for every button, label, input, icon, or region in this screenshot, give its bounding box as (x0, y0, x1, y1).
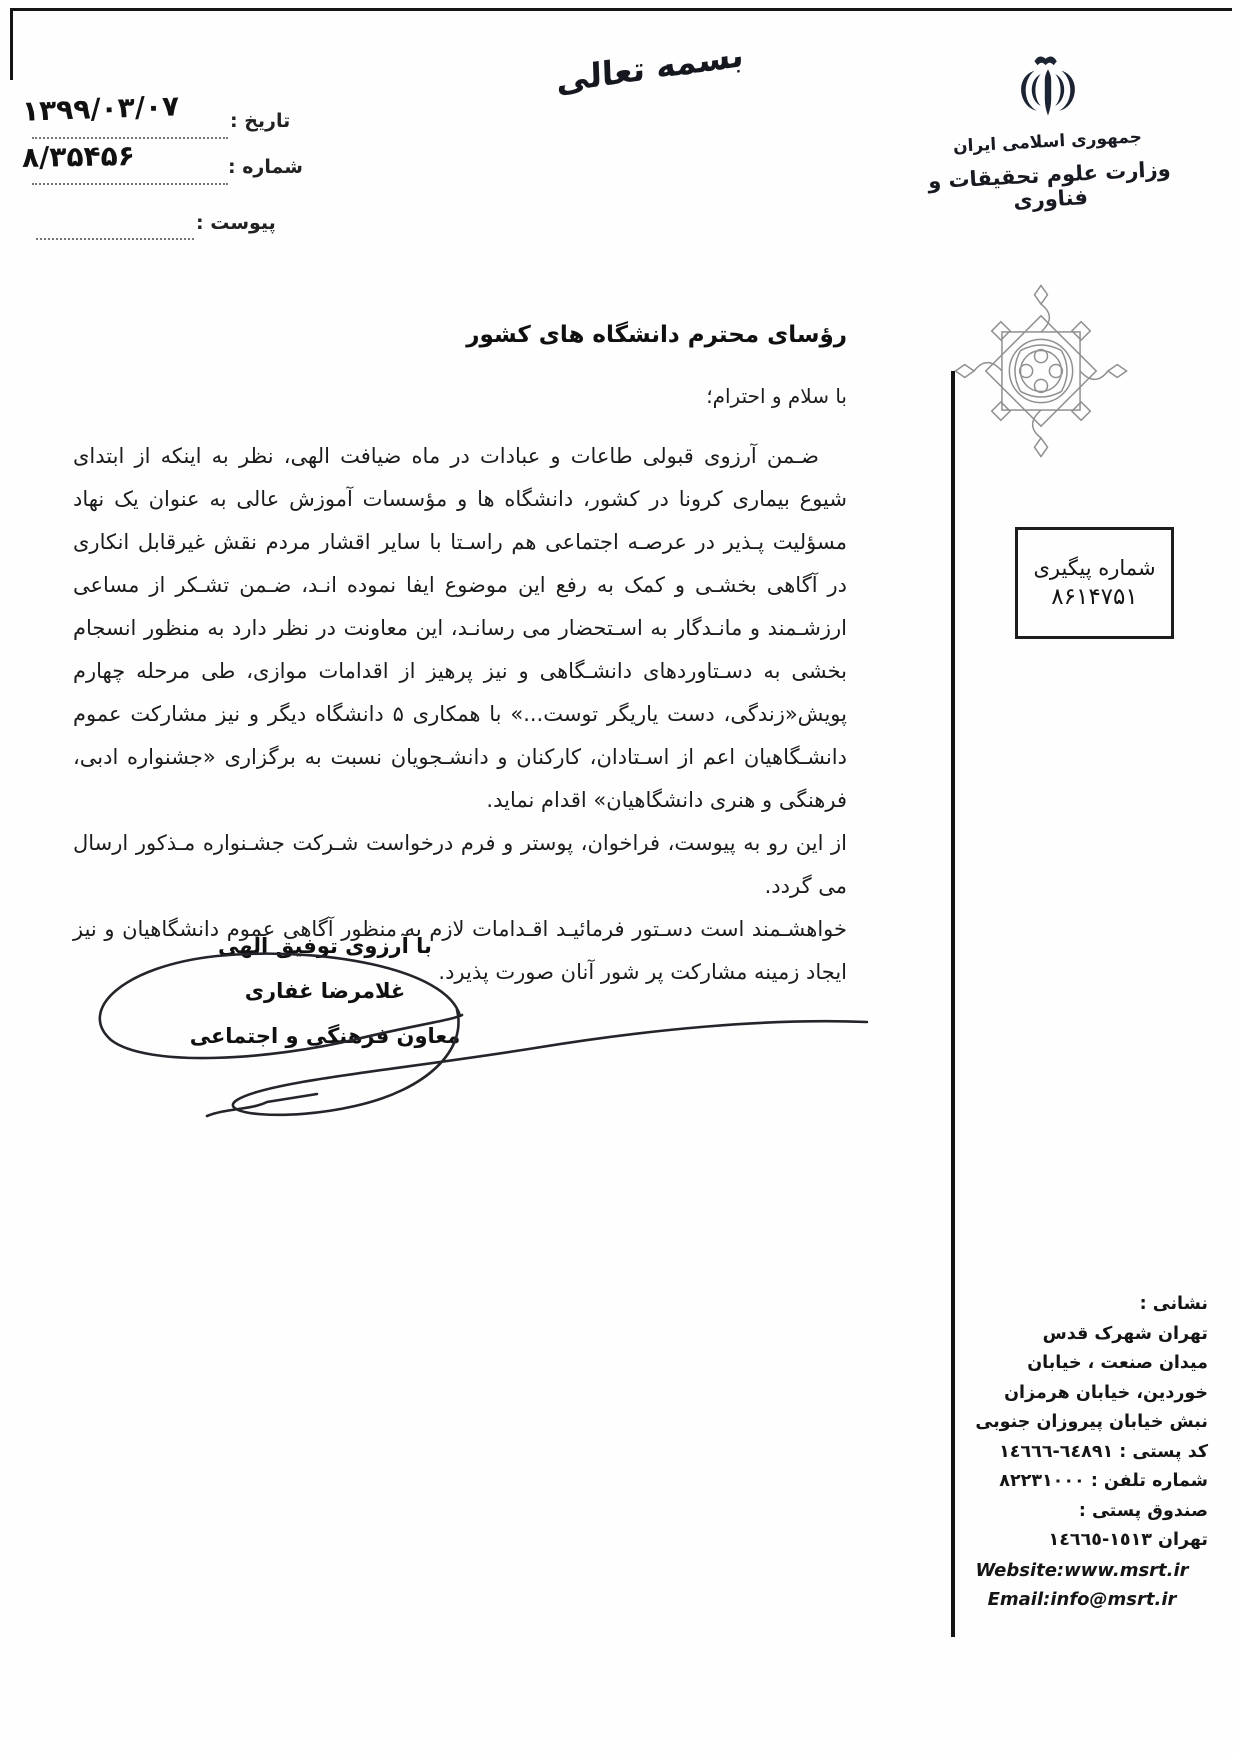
ministry-title: وزارت علوم تحقیقات و فناوری (927, 156, 1172, 213)
address-line: نبش خیابان پیروزان جنوبی (975, 1412, 1208, 1432)
address-line: خوردین، خیابان هرمزان (1004, 1382, 1208, 1403)
page-top-border (10, 8, 1232, 11)
page-left-border (10, 8, 13, 80)
islimi-star-ornament-icon (948, 276, 1134, 466)
address-label: نشانی : (1139, 1294, 1208, 1314)
tracking-number-box (1015, 527, 1174, 639)
body-paragraph: خواهشـمند است دسـتور فرمائیـد اقـدامات لازم به منظور آگاهی عموم دانشگاهیان و نیز ایجاد زمینه مشارکت پر شور آنان صورت پذیرد. (73, 917, 847, 984)
email-line: Email:info@msrt.ir (987, 1589, 1177, 1610)
attachment-dotted-line (36, 237, 194, 240)
body-paragraph: از این رو به پیوست، فراخوان، پوستر و فرم درخواست شـرکت جشـنواره مـذکور ارسال می گردد. (73, 831, 847, 898)
tracking-label: شماره پیگیری (1033, 556, 1156, 580)
number-label: شماره : (228, 156, 303, 178)
signatory-title: معاون فرهنگی و اجتماعی (189, 1024, 461, 1048)
vertical-divider (951, 371, 955, 1637)
recipient-title: رؤسای محترم دانشگاه های کشور (466, 322, 847, 348)
republic-title: جمهوری اسلامی ایران (952, 127, 1143, 157)
salutation: با سلام و احترام؛ (706, 384, 847, 408)
address-line: تهران شهرک قدس (1042, 1323, 1208, 1344)
letter-body (73, 322, 847, 994)
attachment-label: پیوست : (196, 212, 276, 234)
phone-number: شماره تلفن : ٨٢٢٣١٠٠٠ (999, 1471, 1208, 1491)
website-line: Website:www.msrt.ir (975, 1559, 1189, 1581)
besmele-calligraphy: بسمه تعالی (555, 34, 745, 101)
number-value: ۸/۳۵۴۵۶ (21, 139, 136, 174)
body-paragraph: ضـمن آرزوی قبولی طاعات و عبادات در ماه ضیافت الهی، نظر به اینکه از ابتدای شیوع بیماری کرونا در کشور، دانشگاه ها و مؤسسات آموزش عالی به عنوان یک نهاد مسؤلیت پـذیر در عرصـه اجتماعی هم راسـتا با سایر اقشار مردم نقش غیرقابل انکاری در آگاهی بخشـی و کمک به رفع این موضوع ایفا نموده انـد، ضـمن تشـکر از مساعی ارزشـمند و مانـدگار به اسـتحضار می رسانـد، این معاونت در نظر دارد به منظور انسجام بخشی به دسـتاوردهای دانشـگاهی و نیز پرهیز از اقدامات موازی، طی مرحله چهارم پویش«زندگی، دست یاریگر توست...» با همکاری ۵ دانشگاه دیگر و نیز مشارکت عموم دانشـگاهیان اعم از اسـتادان، کارکنان و دانشـجویان نسبت به برگزاری «جشنواره ادبی، فرهنگی و هنری دانشگاهیان» اقدام نماید. (73, 444, 847, 812)
iran-emblem-icon (1002, 50, 1094, 130)
address-line: میدان صنعت ، خیابان (1027, 1353, 1208, 1373)
number-dotted-line (32, 182, 228, 185)
postal-code: کد پستی : ٦٤٨٩١-١٤٦٦٦ (999, 1441, 1208, 1462)
po-box-label: صندوق پستی : (1078, 1500, 1208, 1521)
signature-closing: با آرزوی توفیق الهی (218, 934, 432, 958)
signature-block (140, 924, 510, 1059)
footer-address-block (956, 1290, 1208, 1615)
po-box-value: تهران ١٥١٣-١٤٦٦٥ (1048, 1530, 1208, 1550)
tracking-value: ۸۶۱۴۷۵۱ (1051, 584, 1138, 610)
date-label: تاریخ : (230, 110, 291, 132)
date-value: ۱۳۹۹/۰۳/۰۷ (21, 89, 180, 128)
signatory-name: غلامرضا غفاری (244, 979, 406, 1003)
